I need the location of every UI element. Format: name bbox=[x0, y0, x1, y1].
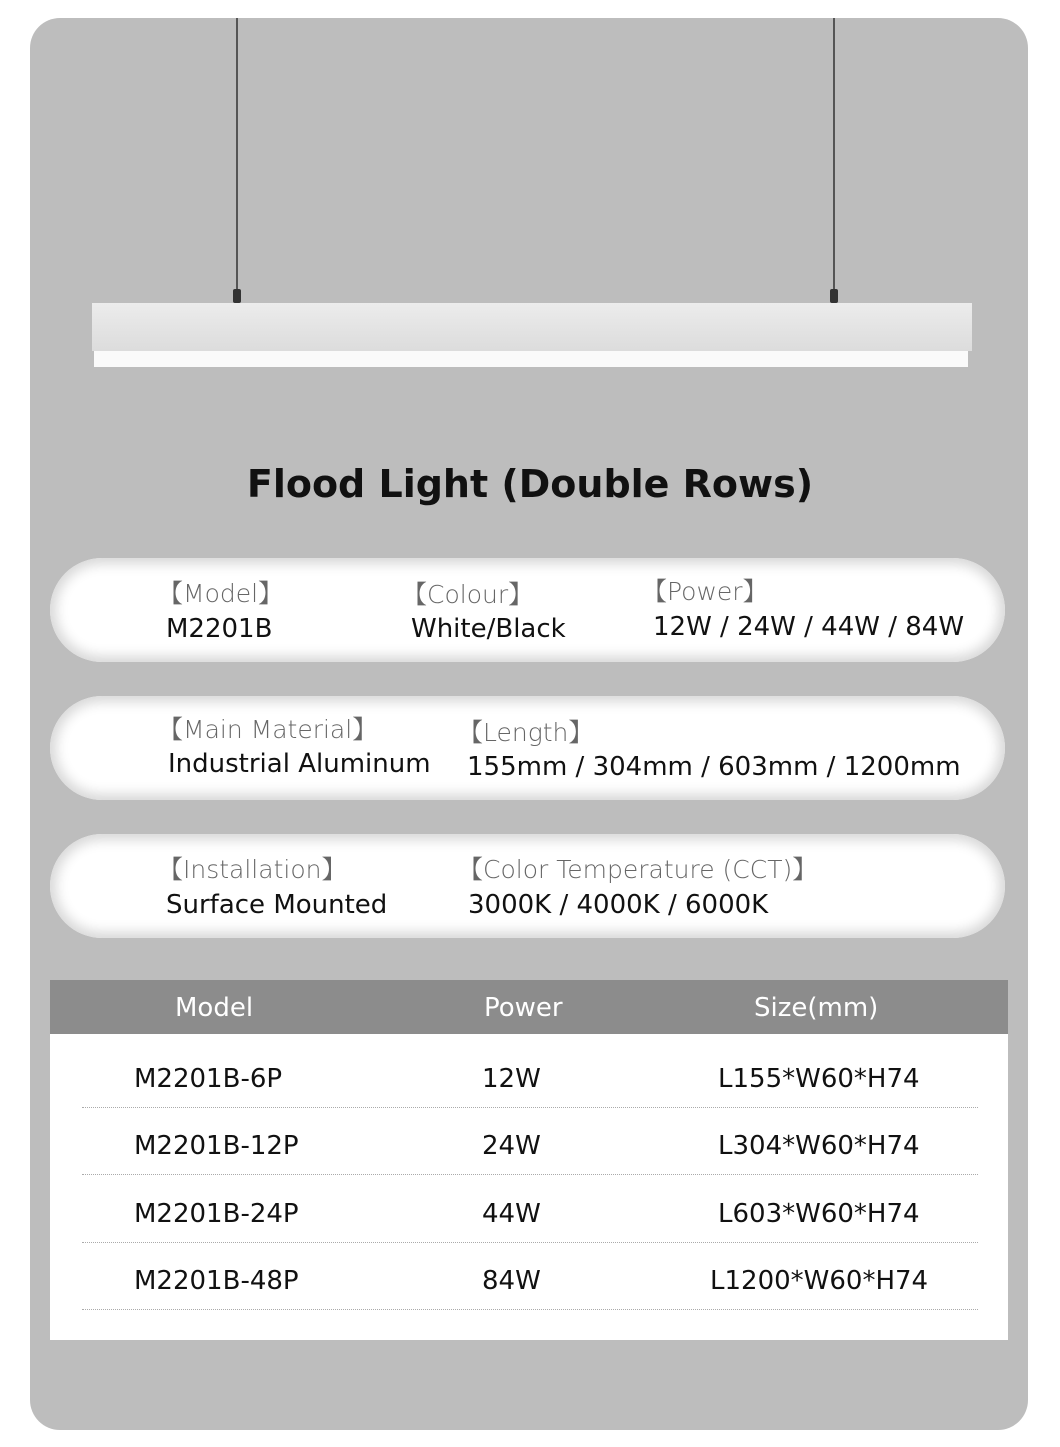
cell-model: M2201B-24P bbox=[134, 1199, 299, 1229]
spec-card bbox=[50, 834, 1005, 938]
cell-size: L603*W60*H74 bbox=[718, 1199, 920, 1229]
cell-size: L304*W60*H74 bbox=[718, 1131, 920, 1161]
spec-value: White/Black bbox=[411, 614, 566, 644]
cell-model: M2201B-12P bbox=[134, 1131, 299, 1161]
table-row bbox=[82, 1175, 978, 1243]
cell-model: M2201B-48P bbox=[134, 1266, 299, 1296]
suspension-wire bbox=[236, 18, 238, 292]
table-row bbox=[82, 1040, 978, 1108]
cell-model: M2201B-6P bbox=[134, 1064, 283, 1094]
spec-card bbox=[50, 558, 1005, 662]
spec-value: 155mm / 304mm / 603mm / 1200mm bbox=[467, 752, 961, 782]
cell-power: 12W bbox=[482, 1064, 541, 1094]
column-header-power: Power bbox=[484, 993, 563, 1023]
spec-label: 【Power】 bbox=[642, 577, 768, 606]
spec-label: 【Main Material】 bbox=[158, 715, 378, 744]
spec-value: 12W / 24W / 44W / 84W bbox=[653, 612, 965, 642]
column-header-model: Model bbox=[175, 993, 254, 1023]
spec-value: M2201B bbox=[166, 614, 273, 644]
table-row bbox=[82, 1107, 978, 1175]
spec-value: Industrial Aluminum bbox=[168, 749, 431, 779]
cell-power: 84W bbox=[482, 1266, 541, 1296]
spec-label: 【Color Temperature (CCT)】 bbox=[458, 855, 818, 884]
spec-value: Surface Mounted bbox=[166, 890, 388, 920]
wire-clip bbox=[830, 289, 838, 303]
spec-card bbox=[50, 696, 1005, 800]
wire-clip bbox=[233, 289, 241, 303]
spec-label: 【Installation】 bbox=[158, 855, 347, 884]
cell-size: L155*W60*H74 bbox=[718, 1064, 920, 1094]
column-header-size: Size(mm) bbox=[754, 993, 879, 1023]
spec-value: 3000K / 4000K / 6000K bbox=[468, 890, 769, 920]
spec-label: 【Length】 bbox=[458, 718, 594, 747]
table-row bbox=[82, 1242, 978, 1310]
light-diffuser bbox=[94, 351, 968, 367]
model-table bbox=[50, 980, 1008, 1340]
linear-light-fixture bbox=[92, 303, 972, 351]
cell-size: L1200*W60*H74 bbox=[710, 1266, 929, 1296]
spec-label: 【Colour】 bbox=[402, 580, 534, 609]
suspension-wire bbox=[833, 18, 835, 292]
cell-power: 24W bbox=[482, 1131, 541, 1161]
cell-power: 44W bbox=[482, 1199, 541, 1229]
table-header bbox=[50, 980, 1008, 1034]
product-title: Flood Light (Double Rows) bbox=[246, 462, 814, 506]
spec-label: 【Model】 bbox=[158, 579, 284, 608]
